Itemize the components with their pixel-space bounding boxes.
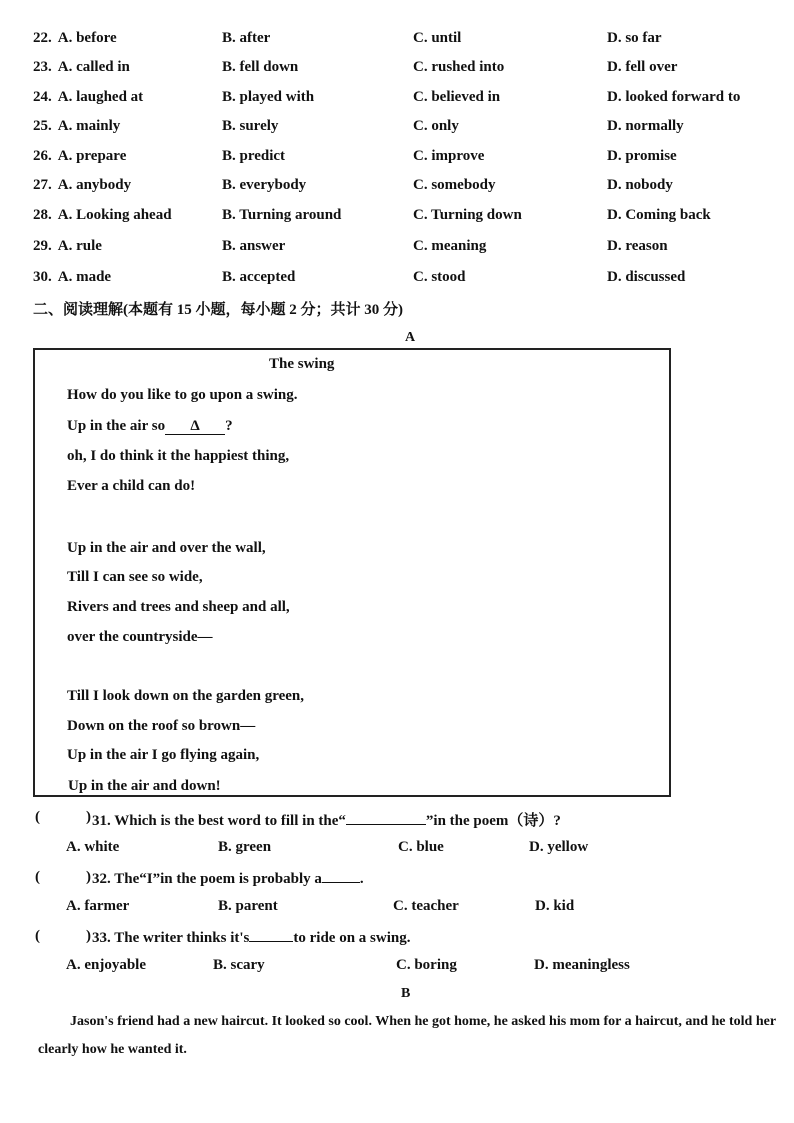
option-c[interactable]: C. teacher: [393, 898, 459, 914]
option-d[interactable]: D. discussed: [607, 269, 686, 285]
option-c[interactable]: C. only: [413, 118, 459, 134]
option-a-text: A. made: [57, 269, 112, 285]
option-b[interactable]: B. fell down: [222, 59, 299, 75]
option-row: [0, 269, 794, 293]
option-c[interactable]: C. believed in: [413, 89, 501, 105]
option-row: [0, 118, 794, 142]
poem-title: The swing: [269, 356, 335, 372]
answer-paren-open: (: [35, 928, 40, 944]
option-c[interactable]: C. stood: [413, 269, 466, 285]
poem-line-with-blank: [67, 418, 233, 435]
question-number: 29.: [33, 238, 52, 254]
option-d[interactable]: D. Coming back: [607, 207, 711, 223]
option-d[interactable]: D. reason: [607, 238, 668, 254]
option-a-text: A. laughed at: [57, 89, 144, 105]
option-row: [0, 30, 794, 54]
option-a-text: A. mainly: [57, 118, 121, 134]
question-text: 32. The“I”in the poem is probably a .: [92, 871, 364, 887]
poem-line-text: Up in the air so: [67, 418, 166, 434]
option-c[interactable]: C. improve: [413, 148, 485, 164]
option-b[interactable]: B. green: [218, 839, 272, 855]
question-number: 23.: [33, 59, 52, 75]
option-a-text: A. anybody: [57, 177, 132, 193]
option-c[interactable]: C. until: [413, 30, 462, 46]
option-b[interactable]: B. scary: [213, 957, 265, 973]
option-a[interactable]: A. white: [66, 839, 120, 855]
question-text: 33. The writer thinks it's to ride on a swing.: [92, 930, 411, 946]
question-number: 22.: [33, 30, 52, 46]
poem-line: Up in the air and over the wall,: [67, 540, 266, 556]
option-a-text: A. called in: [57, 59, 130, 75]
option-row: [0, 89, 794, 113]
poem-line: Till I look down on the garden green,: [67, 688, 304, 704]
option-d[interactable]: D. meaningless: [534, 957, 630, 973]
question-number: 28.: [33, 207, 52, 223]
option-row: [0, 148, 794, 172]
poem-line-end: ?: [225, 418, 233, 434]
question-number: 30.: [33, 269, 52, 285]
option-c[interactable]: C. Turning down: [413, 207, 522, 223]
answer-blank[interactable]: [346, 811, 426, 825]
option-a[interactable]: [33, 238, 102, 255]
option-a-text: A. Looking ahead: [57, 207, 172, 223]
answer-paren-open: (: [35, 809, 40, 825]
option-a[interactable]: [33, 207, 172, 224]
option-a-text: A. prepare: [57, 148, 127, 164]
option-c[interactable]: C. meaning: [413, 238, 487, 254]
option-row: [0, 177, 794, 201]
poem-line: Ever a child can do!: [67, 478, 196, 494]
answer-blank[interactable]: [249, 928, 293, 942]
option-c[interactable]: C. rushed into: [413, 59, 505, 75]
answer-paren-open: (: [35, 869, 40, 885]
poem-box: [33, 348, 671, 797]
poem-line: Up in the air and down!: [68, 778, 221, 794]
option-a[interactable]: [33, 177, 131, 194]
option-d[interactable]: D. yellow: [529, 839, 589, 855]
option-a[interactable]: A. enjoyable: [66, 957, 146, 973]
question-number: 25.: [33, 118, 52, 134]
option-a[interactable]: [33, 118, 120, 135]
question-number: 27.: [33, 177, 52, 193]
option-b[interactable]: B. answer: [222, 238, 286, 254]
section-title: 二、阅读理解(本题有 15 小题，每小题 2 分；共计 30 分): [33, 302, 403, 318]
option-c[interactable]: C. boring: [396, 957, 457, 973]
option-a[interactable]: [33, 89, 143, 106]
option-a[interactable]: [33, 148, 126, 165]
answer-paren-close: ): [86, 869, 91, 885]
poem-line: How do you like to go upon a swing.: [67, 387, 298, 403]
option-row: [0, 59, 794, 83]
passage-b-paragraph: Jason's friend had a new haircut. It looked so cool. When he got home, he asked his mom for a haircut, and he told her clearly how he wanted it.: [38, 1014, 776, 1057]
option-d[interactable]: D. fell over: [607, 59, 678, 75]
option-d[interactable]: D. nobody: [607, 177, 673, 193]
answer-blank[interactable]: [322, 869, 360, 883]
option-c[interactable]: C. somebody: [413, 177, 496, 193]
poem-line: Up in the air I go flying again,: [67, 747, 260, 763]
passage-a-letter: A: [405, 330, 416, 345]
option-b[interactable]: B. predict: [222, 148, 286, 164]
option-d[interactable]: D. kid: [535, 898, 575, 914]
poem-line: Down on the roof so brown—: [67, 718, 256, 734]
question-text: 31. Which is the best word to fill in the“ ”in the poem（诗）?: [92, 813, 561, 829]
option-b[interactable]: B. parent: [218, 898, 278, 914]
option-a[interactable]: A. farmer: [66, 898, 130, 914]
poem-line: oh, I do think it the happiest thing,: [67, 448, 290, 464]
answer-paren-close: ): [86, 809, 91, 825]
poem-line: Till I can see so wide,: [67, 569, 203, 585]
option-b[interactable]: B. accepted: [222, 269, 296, 285]
option-c[interactable]: C. blue: [398, 839, 444, 855]
option-a-text: A. rule: [57, 238, 102, 254]
option-b[interactable]: B. surely: [222, 118, 279, 134]
option-d[interactable]: D. normally: [607, 118, 684, 134]
option-a-text: A. before: [57, 30, 117, 46]
question-number: 26.: [33, 148, 52, 164]
option-a[interactable]: [33, 59, 130, 76]
option-b[interactable]: B. everybody: [222, 177, 307, 193]
passage-b-letter: B: [401, 986, 411, 1001]
option-d[interactable]: D. so far: [607, 30, 662, 46]
option-row: [0, 207, 794, 231]
question-number: 24.: [33, 89, 52, 105]
option-d[interactable]: D. promise: [607, 148, 677, 164]
option-b[interactable]: B. Turning around: [222, 207, 342, 223]
poem-blank: Δ: [165, 419, 225, 435]
option-b[interactable]: B. after: [222, 30, 271, 46]
answer-paren-close: ): [86, 928, 91, 944]
poem-line: Rivers and trees and sheep and all,: [67, 599, 290, 615]
option-a[interactable]: [33, 30, 117, 47]
option-d[interactable]: D. looked forward to: [607, 89, 741, 105]
option-b[interactable]: B. played with: [222, 89, 315, 105]
option-a[interactable]: [33, 269, 111, 286]
poem-line: over the countryside—: [67, 629, 213, 645]
option-row: [0, 238, 794, 262]
